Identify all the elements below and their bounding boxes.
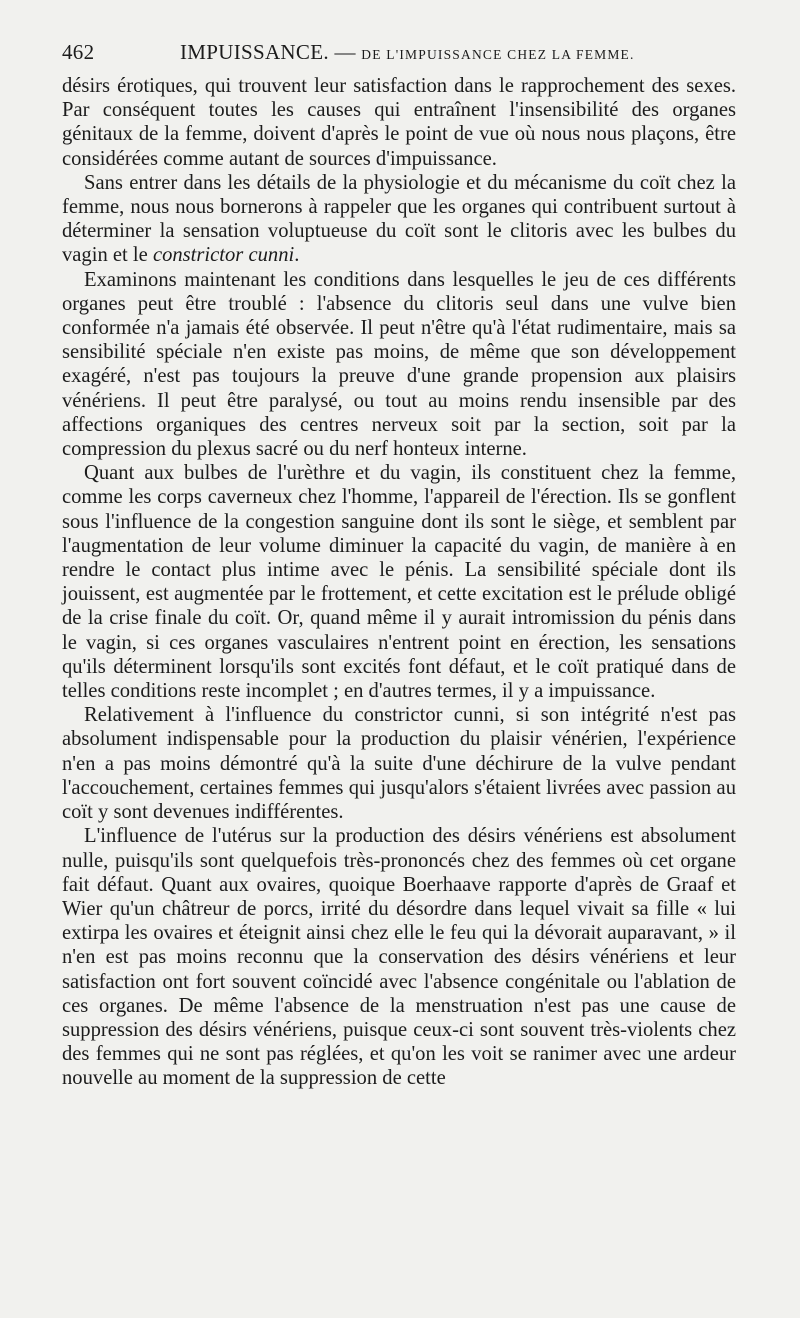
paragraph-6: L'influence de l'utérus sur la production des désirs vénériens est absolument nulle, puisqu'ils sont quelquefois très-prononcés chez des femmes où cet organe fait défaut. Quant aux ovaires, quoique Boerhaave rapporte d'après de Graaf et Wier qu'un châtreur de porcs, irrité du désordre dans lequel vivait sa fille « lui extirpa les ovaires et éteignit ainsi chez elle le feu qui la dévorait auparavant, » il n'en est pas moins reconnu que la conservation des désirs vénériens et leur satisfaction ont fort souvent coïncidé avec l'absence congénitale ou l'ablation de ces organes. De même l'absence de la menstruation n'est pas une cause de suppression des désirs vénériens, puisque ceux-ci sont souvent très-violents chez des femmes qui ne sont pas réglées, et qu'on les voit se ranimer avec une ardeur nouvelle au moment de la suppression de cette [62, 825, 736, 1090]
body-text [62, 74, 736, 1091]
running-header [62, 40, 736, 74]
paragraph-1: désirs érotiques, qui trouvent leur satisfaction dans le rapprochement des sexes. Par conséquent toutes les causes qui entraînent l'insensibilité des organes génitaux de la femme, doivent d'après le point de vue où nous nous plaçons, être considérées comme autant de sources d'impuissance. [62, 75, 736, 170]
running-title [180, 40, 635, 65]
page-number: 462 [62, 40, 95, 64]
paragraph-2-end: . [294, 244, 300, 267]
paragraph-2-italic-term: constrictor cunni [152, 244, 295, 267]
paragraph-5: Relativement à l'influence du constrictor cunni, si son intégrité n'est pas absolument indispensable pour la production du plaisir vénérien, l'expérience n'en a pas moins démontré qu'à la suite d'une déchirure de la vulve pendant l'accouchement, certaines femmes qui jusqu'alors s'étaient livrées avec passion au coït y sont devenues indifférentes. [62, 704, 736, 824]
header-subtitle: DE L'IMPUISSANCE CHEZ LA FEMME. [361, 47, 635, 62]
paragraph-3: Examinons maintenant les conditions dans lesquelles le jeu de ces différents organes peut être troublé : l'absence du clitoris seul dans une vulve bien conformée n'a jamais été observée. Il peut n'être qu'à l'état rudimentaire, mais sa sensibilité spéciale n'en existe pas moins, de même que son développement exagéré, n'est pas toujours la preuve d'une grande propension aux plaisirs vénériens. Il peut être paralysé, ou tout au moins rendu insensible par des affections organiques des centres nerveux soit par la section, soit par la compression du plexus sacré ou du nerf honteux interne. [62, 268, 736, 461]
paragraph-2 [62, 171, 736, 268]
paragraph-2-text: Sans entrer dans les détails de la physiologie et du mécanisme du coït chez la femme, nous nous bornerons à rappeler que les organes qui contribuent surtout à déterminer la sensation voluptueuse du coït sont le clitoris avec les bulbes du vagin et le [62, 171, 736, 267]
header-title: IMPUISSANCE. [180, 40, 329, 64]
paragraph-4: Quant aux bulbes de l'urèthre et du vagin, ils constituent chez la femme, comme les corps caverneux chez l'homme, l'appareil de l'érection. Ils se gonflent sous l'influence de la congestion sanguine dont ils sont le siège, et semblent par l'augmentation de leur volume diminuer la capacité du vagin, de manière à en rendre le contact plus intime avec le pénis. La sensibilité spéciale dont ils jouissent, est augmentée par le frottement, et cette excitation est le prélude obligé de la crise finale du coït. Or, quand même il y aurait intromission du pénis dans le vagin, si ces organes vasculaires n'entrent point en érection, les sensations qu'ils déterminent lorsqu'ils sont excités font défaut, et le coït pratiqué dans de telles conditions reste incomplet ; en d'autres termes, il y a impuissance. [62, 462, 736, 703]
header-separator: — [328, 40, 362, 64]
